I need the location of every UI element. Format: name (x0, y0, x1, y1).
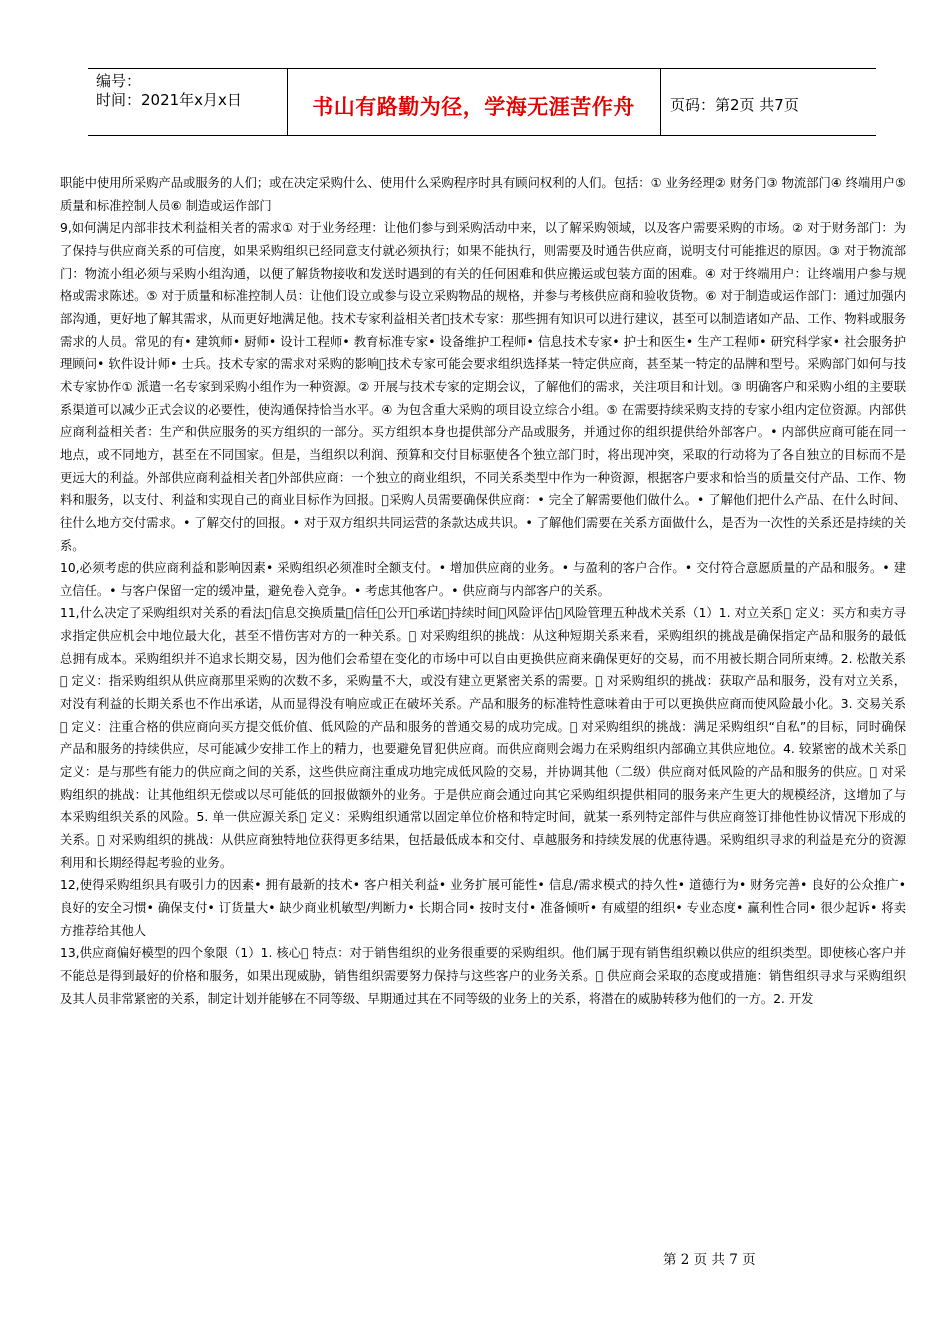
header-left-cell (96, 72, 242, 110)
footer-page-number: 第 2 页 共 7 页 (663, 1252, 756, 1268)
paragraph-11: 11,什么决定了采购组织对关系的看法􀀀信息交换质量􀀀信任􀀀公开􀀀承诺􀀀持续时间􀀀风险评估􀀀风险管理五种战术关系（1）1. 对立关系􀀀 定义：买方和卖方寻求指定供应机会中地位最大化，甚至不惜伤害对方的一种关系。􀀀 对采购组织的挑战：从这种短期关系来看，采购组织的挑战是确保指定产品和服务的最低总拥有成本。采购组织并不追求长期交易，因为他们会希望在变化的市场中可以自由更换供应商来确保更好的交易，而不用被长期合同所束缚。2. 松散关系􀀀 定义：指采购组织从供应商那里采购的次数不多，采购量不大，或没有建立更紧密关系的需要。􀀀 对采购组织的挑战：获取产品和服务，没有对立关系，对没有利益的长期关系也不作出承诺，从而显得没有响应或正在破坏关系。产品和服务的标准特性意味着由于可以更换供应商而使风险最小化。3. 交易关系􀀀 定义：注重合格的供应商向买方提交低价值、低风险的产品和服务的普通交易的成功完成。􀀀 对采购组织的挑战：满足采购组织“自私”的目标，同时确保产品和服务的持续供应，尽可能减少安排工作上的精力，也要避免冒犯供应商。而供应商则会竭力在采购组织内部确立其供应地位。4. 较紧密的战术关系􀀀 定义：是与那些有能力的供应商之间的关系，这些供应商注重成功地完成低风险的交易，并协调其他（二级）供应商对低风险的产品和服务的供应。􀀀 对采购组织的挑战：让其他组织无偿或以尽可能低的回报做额外的业务。于是供应商会通过向其它采购组织提供相同的服务来产生更大的规模经济，这增加了与本采购组织关系的风险。5. 单一供应源关系􀀀 定义：采购组织通常以固定单位价格和特定时间，就某一系列特定部件与供应商签订排他性协议情况下形成的关系。􀀀 对采购组织的挑战：从供应商独特地位获得更多结果，包括最低成本和交付、卓越服务和持续发展的优惠待遇。采购组织寻求的利益是充分的资源利用和长期经得起考验的业务。 (60, 606, 906, 870)
header-bottom-rule (88, 135, 876, 136)
number-label: 编号： (96, 72, 142, 90)
paragraph-10: 10,必须考虑的供应商利益和影响因素• 采购组织必须准时全额支付。• 增加供应商的业务。• 与盈利的客户合作。• 交付符合意愿质量的产品和服务。• 建立信任。• 与客户保留一定的缓冲量，避免卷入竞争。• 考虑其他客户。• 供应商与内部客户的关系。 (60, 561, 906, 598)
paragraph-13: 13,供应商偏好模型的四个象限（1）1. 核心􀀀 特点：对于销售组织的业务很重要的采购组织。他们属于现有销售组织赖以供应的组织类型。即使核心客户并不能总是得到最好的价格和服务，如果出现威胁，销售组织需要努力保持与这些客户的业务关系。􀀀 供应商会采取的态度或措施：销售组织寻求与采购组织及其人员非常紧密的关系，制定计划并能够在不同等级、早期通过其在不同等级的业务上的关系，将潜在的威胁转移为他们的一方。2. 开发 (60, 946, 906, 1006)
motto-text: 书山有路勤为径，学海无涯苦作舟 (312, 95, 635, 119)
paragraph-12: 12,使得采购组织具有吸引力的因素• 拥有最新的技术• 客户相关利益• 业务扩展可能性• 信息/需求模式的持久性• 道德行为• 财务完善• 良好的公众推广• 良好的安全习惯• 确保支付• 订货量大• 缺少商业机敏型/判断力• 长期合同• 按时支付• 准备倾听• 有威望的组织• 专业态度• 赢利性合同• 很少起诉• 将卖方推荐给其他人 (60, 878, 906, 938)
paragraph-9: 9,如何满足内部非技术利益相关者的需求① 对于业务经理：让他们参与到采购活动中来，以了解采购领域，以及客户需要采购的市场。② 对于财务部门：为了保持与供应商关系的可信度，如果采购组织已经同意支付就必须执行；如果不能执行，则需要及时通告供应商，说明支付可能推迟的原因。③ 对于物流部门：物流小组必须与采购小组沟通，以便了解货物接收和发送时遇到的有关的任何困难和供应搬运或包装方面的困难。④ 对于终端用户：让终端用户参与规格或需求陈述。⑤ 对于质量和标准控制人员：让他们设立或参与设立采购物品的规格，并参与考核供应商和验收货物。⑥ 对于制造或运作部门：通过加强内部沟通，更好地了解其需求，从而更好地满足他。技术专家利益相关者􀀀技术专家：那些拥有知识可以进行建议，甚至可以制造诸如产品、工作、物料或服务需求的人员。常见的有• 建筑师• 厨师• 设计工程师• 教育标准专家• 设备维护工程师• 信息技术专家• 护士和医生• 生产工程师• 研究科学家• 社会服务护理顾问• 软件设计师• 士兵。技术专家的需求对采购的影响􀀀技术专家可能会要求组织选择某一特定供应商，甚至某一特定的品牌和型号。采购部门如何与技术专家协作① 派遣一名专家到采购小组作为一种资源。② 开展与技术专家的定期会议，了解他们的需求，关注项目和计划。③ 明确客户和采购小组的主要联系渠道可以减少正式会议的必要性，使沟通保持恰当水平。④ 为包含重大采购的项目设立综合小组。⑤ 在需要持续采购支持的专家小组内定位资源。内部供应商利益相关者：生产和供应服务的买方组织的一部分。买方组织本身也提供部分产品或服务，并通过你的组织提供给外部客户。• 内部供应商可能在同一地点，或不同地方，甚至在不同国家。但是，当组织以利润、预算和交付目标驱使各个独立部门时，将出现冲突，采取的行动将为了各自独立的目标而不是更远大的利益。外部供应商利益相关者􀀀外部供应商：一个独立的商业组织，不同关系类型中作为一种资源，根据客户要求和恰当的质量交付产品、工作、物料和服务，以支付、利益和实现自己的商业目标作为回报。􀀀采购人员需要确保供应商：• 完全了解需要他们做什么。• 了解他们把什么产品、在什么时间、往什么地方交付需求。• 了解交付的回报。• 对于双方组织共同运营的条款达成共识。• 了解他们需要在关系方面做什么，是否为一次性的关系还是持续的关系。 (60, 221, 906, 553)
document-body (60, 172, 906, 1010)
header-divider-right (660, 68, 661, 135)
header-page-label: 页码：第2页 共7页 (670, 96, 799, 114)
time-label: 时间：2021年x月x日 (96, 91, 242, 109)
header-top-rule (88, 68, 876, 69)
paragraph-continuation: 职能中使用所采购产品或服务的人们；或在决定采购什么、使用什么采购程序时具有顾问权利的人们。包括：① 业务经理② 财务门③ 物流部门④ 终端用户⑤ 质量和标准控制人员⑥ 制造或运作部门 (60, 176, 906, 213)
